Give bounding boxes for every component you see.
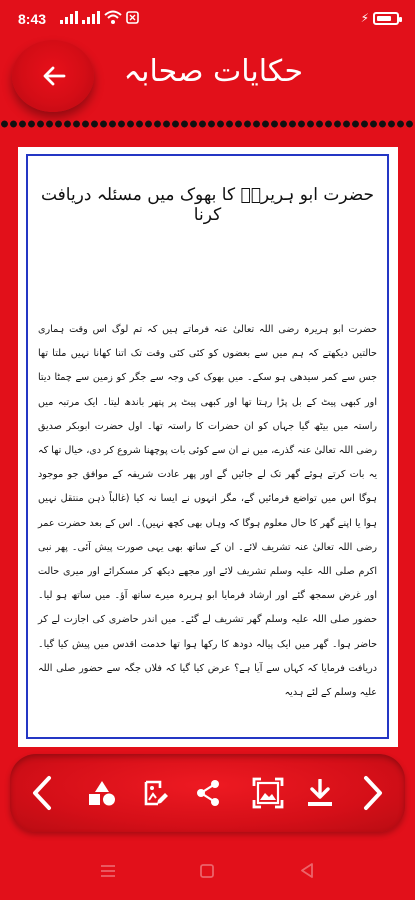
share-icon xyxy=(195,779,221,807)
shapes-button[interactable] xyxy=(84,774,120,812)
status-icons xyxy=(60,10,139,24)
story-frame xyxy=(26,154,389,739)
action-toolbar xyxy=(10,754,405,832)
image-frame-icon xyxy=(252,777,284,809)
page-title: حکایات صحابہ xyxy=(123,54,303,89)
signal-icon-2 xyxy=(82,11,100,24)
signal-icon xyxy=(60,11,78,24)
share-button[interactable] xyxy=(190,774,226,812)
system-nav-bar xyxy=(0,845,415,900)
download-icon xyxy=(307,779,333,807)
back-triangle-icon xyxy=(300,863,314,878)
chevron-left-icon xyxy=(30,775,54,811)
story-title: حضرت ابو ہریرہؓ کا بھوک میں مسئلہ دریافت کرنا xyxy=(40,185,375,225)
back-button[interactable] xyxy=(12,40,94,112)
image-edit-icon xyxy=(143,779,169,807)
arrow-left-icon xyxy=(42,66,66,86)
previous-button[interactable] xyxy=(24,774,60,812)
download-button[interactable] xyxy=(302,774,338,812)
battery-icon xyxy=(373,12,399,25)
app-bar xyxy=(0,40,415,112)
edit-image-button[interactable] xyxy=(138,774,174,812)
nav-menu-button[interactable] xyxy=(100,863,116,882)
next-button[interactable] xyxy=(355,774,391,812)
dotted-divider xyxy=(0,118,415,130)
charging-icon: ⚡ xyxy=(360,11,369,25)
story-page[interactable] xyxy=(18,147,398,747)
nav-home-button[interactable] xyxy=(200,863,214,882)
image-frame-button[interactable] xyxy=(250,774,286,812)
battery-fill xyxy=(377,16,391,21)
wifi-icon xyxy=(104,10,122,24)
nav-back-button[interactable] xyxy=(300,863,314,882)
status-bar xyxy=(0,0,415,40)
chevron-right-icon xyxy=(361,775,385,811)
story-body: حضرت ابو ہریرہ رضی اللہ تعالیٰ عنہ فرماتے ہیں کہ تم لوگ اس وقت ہماری حالتیں دیکھتے کہ ہم میں سے بعضوں کو کئی کئی وقت تک اتنا کھانا نہیں ملتا تھا جس سے کمر سیدھی ہو سکے۔ میں بھوک کی وجہ سے جگر کو زمین سے چمٹا دیتا اور کبھی پیٹ کے بل پڑا رہتا تھا اور کبھی پیٹ پر پتھر باندھ لیتا۔ ایک مرتبہ میں راستہ میں بیٹھ گیا جہاں کو ان حضرات کا راستہ تھا۔ اول حضرت ابوبکر صدیق رضی اللہ تعالیٰ عنہ گذرے، میں نے ان سے کوئی بات پوچھنا شروع کر دی، خیال تھا کہ یہ بات کرتے ہوئے گھر تک لے جائیں گے اور پھر عادت شریفہ کے موافق جو موجود ہوگا اس میں تواضع فرمائیں گے، مگر انہوں نے ایسا نہ کیا (غالباً ذہن منتقل نہیں ہوا یا اپنے گھر کا حال معلوم ہوگا کہ وہاں بھی کچھ نہیں)۔ اس کے بعد حضرت عمر رضی اللہ تعالیٰ عنہ تشریف لائے۔ ان کے ساتھ بھی یہی صورت پیش آئی۔ پھر نبی اکرم صلی اللہ علیہ وسلم تشریف لائے اور مجھے دیکھ کر مسکرائے اور میری حالت اور غرض سمجھ گئے اور ارشاد فرمایا ابو ہریرہ میرے ساتھ آؤ۔ میں ساتھ ہو لیا۔ حضور صلی اللہ علیہ وسلم گھر تشریف لے گئے۔ میں اندر حاضری کی اجازت لے کر حاضر ہوا۔ گھر میں ایک پیالہ دودھ کا رکھا ہوا تھا خدمت اقدس میں پیش کیا گیا۔ دریافت فرمایا کہ کہاں سے آیا ہے؟ عرض کیا گیا کہ فلاں جگہ سے حضور صلی اللہ علیہ وسلم کے لئے ہدیہ xyxy=(38,324,377,699)
home-square-icon xyxy=(200,864,214,878)
notification-icon xyxy=(126,11,139,24)
status-time: 8:43 xyxy=(18,11,47,27)
menu-icon xyxy=(100,864,116,878)
shapes-icon xyxy=(88,780,116,806)
